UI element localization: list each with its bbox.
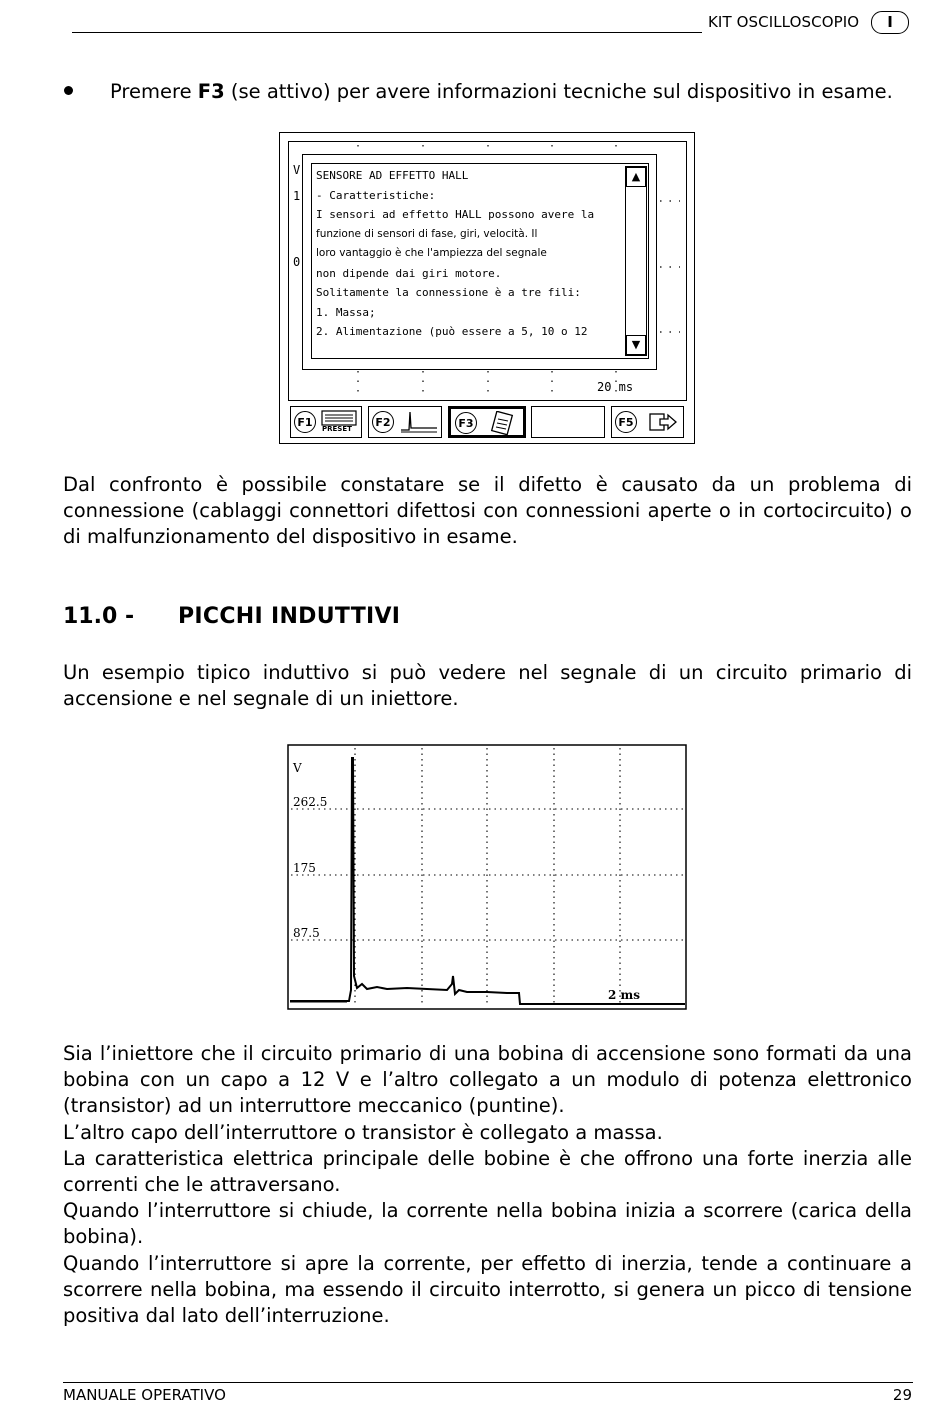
f4-empty-button[interactable] [531, 406, 605, 438]
footer-rule [63, 1382, 913, 1383]
f5-key-label: F5 [615, 411, 637, 433]
scope2-level-262: 262.5 [293, 795, 328, 809]
dialog-line: 1. Massa; [316, 305, 376, 319]
bullet-icon [64, 86, 73, 95]
f1-key-label: F1 [294, 411, 316, 433]
f1-preset-button[interactable] [290, 406, 362, 438]
paragraph-comparison: Dal confronto è possibile constatare se il difetto è causato da un problema di connessione (cablaggi connettori difettosi con connessioni aperte o in cortocircuito) o di malfunzionamento del dispositivo in esame. [63, 473, 912, 549]
header-rule [72, 32, 702, 33]
f5-exit-button[interactable] [611, 406, 684, 438]
bullet-prefix: Premere [110, 80, 198, 103]
dialog-line: funzione di sensori di fase, giri, velocità. Il [316, 227, 538, 240]
document-icon [489, 411, 519, 435]
paragraph-coil-explanation [63, 1041, 912, 1329]
f3-key-label: F3 [455, 412, 477, 434]
scope1-y-tick-1: 1 [293, 189, 301, 203]
language-badge: I [871, 11, 909, 34]
scope1-time-label: 20 ms [597, 380, 634, 394]
scroll-up-icon[interactable]: ▲ [626, 167, 646, 187]
bullet-text [110, 80, 893, 103]
f2-key-label: F2 [372, 411, 394, 433]
dialog-line: - Caratteristiche: [316, 188, 436, 202]
dialog-line: 2. Alimentazione (può essere a 5, 10 o 12 [316, 325, 588, 338]
scope1-y-tick-0: 0 [293, 255, 301, 269]
dialog-line: Solitamente la connessione è a tre fili: [316, 286, 581, 299]
bullet-suffix: (se attivo) per avere informazioni tecniche sul dispositivo in esame. [224, 80, 893, 103]
coil-sentence: Quando l’interruttore si chiude, la corrente nella bobina inizia a scorrere (carica della bobina). [63, 1199, 912, 1249]
waveform-icon [399, 410, 439, 434]
footer-manual-title: MANUALE OPERATIVO [63, 1386, 226, 1404]
exit-icon [648, 411, 678, 433]
bullet-key: F3 [197, 80, 225, 103]
section-title: PICCHI INDUTTIVI [178, 604, 401, 629]
page-number: 29 [892, 1386, 912, 1404]
f1-preset-label: PRESET [322, 425, 352, 433]
paragraph-example: Un esempio tipico induttivo si può vedere nel segnale di un circuito primario di accensione e nel segnale di un iniettore. [63, 661, 912, 711]
dialog-line: non dipende dai giri motore. [316, 266, 502, 280]
header-title: KIT OSCILLOSCOPIO [708, 13, 860, 31]
f2-button[interactable] [368, 406, 442, 438]
coil-sentence: Sia l’iniettore che il circuito primario di una bobina di accensione sono formati da una bobina con un capo a 12 V e l’altro collegato a un modulo di potenza elettronico (transistor) ad un interruttore meccanico (puntine). [63, 1042, 912, 1118]
coil-sentence: L’altro capo dell’interruttore o transistor è collegato a massa. [63, 1120, 663, 1144]
scope2-level-175: 175 [293, 861, 316, 875]
scope2-v-label: V [293, 761, 302, 775]
coil-sentence: Quando l’interruttore si apre la corrente, per effetto di inerzia, tende a continuare a scorrere nella bobina, ma essendo il circuito interrotto, si genera un picco di tensione positiva dal lato dell’interruzione. [63, 1251, 912, 1328]
dialog-scrollbar[interactable] [625, 166, 647, 356]
f3-info-button[interactable] [448, 406, 526, 438]
info-dialog-text [316, 166, 628, 342]
dialog-line: loro vantaggio è che l'ampiezza del segnale [316, 247, 547, 259]
coil-sentence: La caratteristica elettrica principale delle bobine è che offrono una forte inerzia alle correnti che le attraversano. [63, 1146, 912, 1197]
scroll-down-icon[interactable]: ▼ [626, 335, 646, 355]
scope2-time-label: 2 ms [608, 988, 640, 1002]
inductive-spike-scope-trace [287, 744, 687, 1010]
scope1-v-label: V [293, 163, 301, 177]
dialog-line: I sensori ad effetto HALL possono avere la [316, 208, 595, 221]
section-number: 11.0 - [63, 604, 135, 629]
scope2-level-87: 87.5 [293, 926, 320, 940]
dialog-line: SENSORE AD EFFETTO HALL [316, 169, 469, 182]
